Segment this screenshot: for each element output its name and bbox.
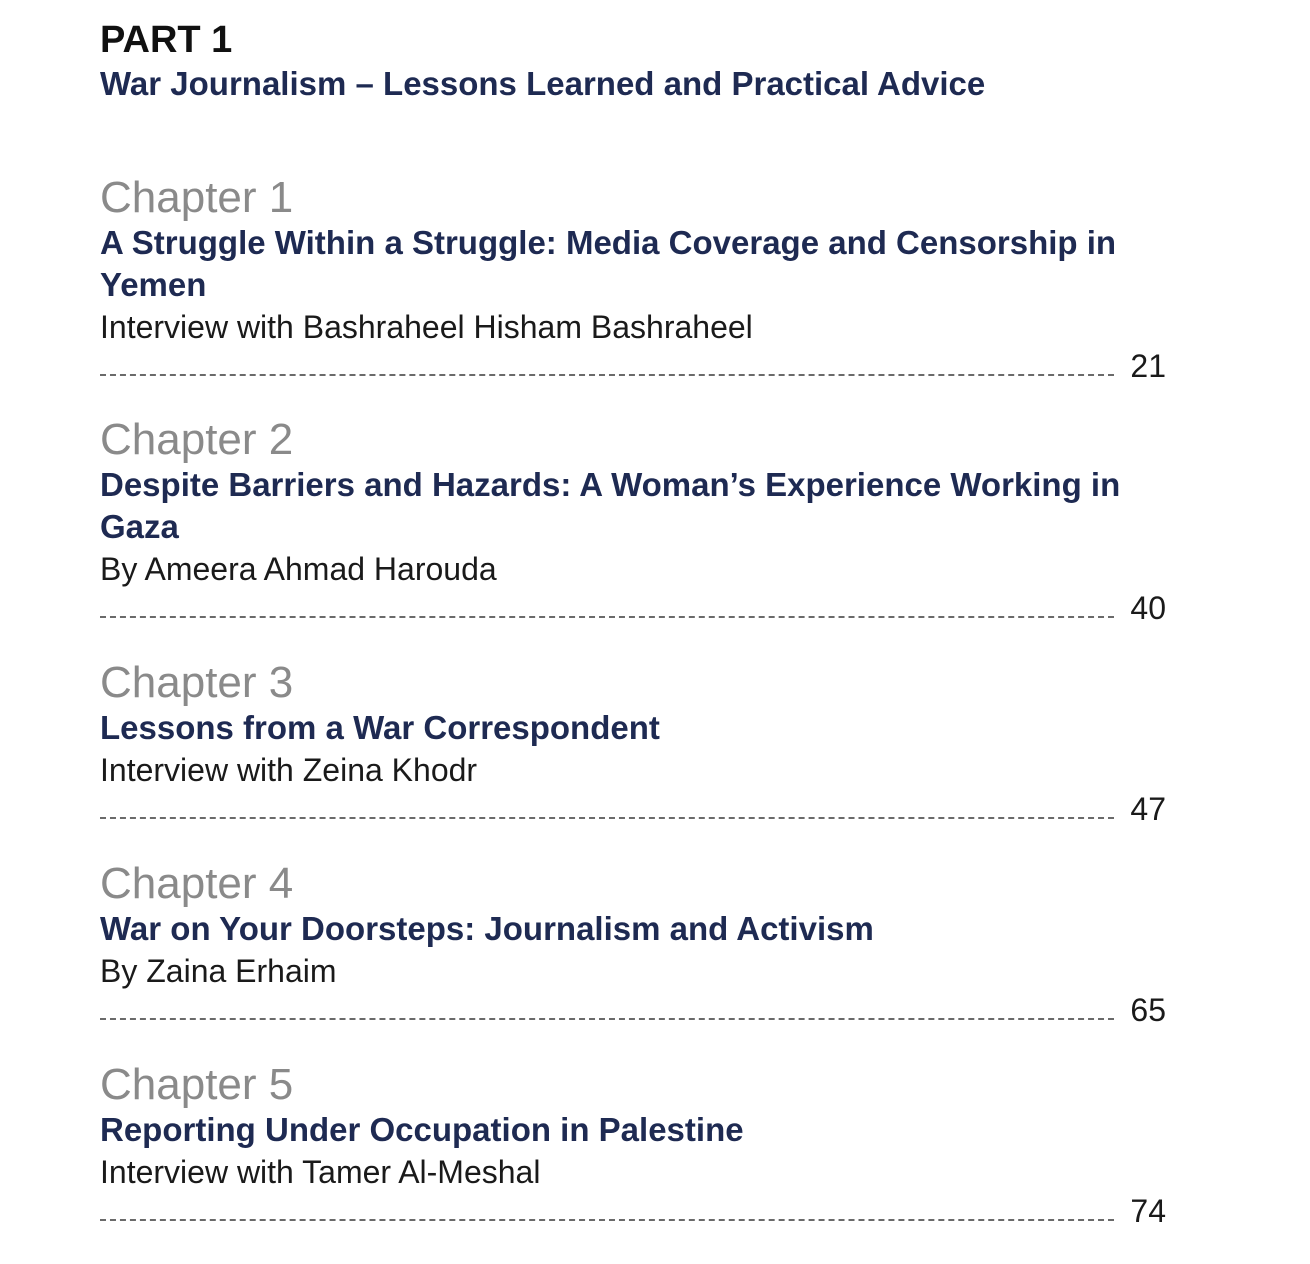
part-title: War Journalism – Lessons Learned and Practical Advice — [100, 65, 986, 102]
page-number: 65 — [1130, 992, 1166, 1028]
dotted-leader — [100, 817, 1114, 819]
chapter-label: Chapter 1 — [100, 173, 294, 222]
chapter-label: Chapter 2 — [100, 415, 294, 464]
chapter-label: Chapter 4 — [100, 859, 294, 908]
dot-leader-row — [100, 791, 1180, 827]
page-number: 74 — [1130, 1193, 1166, 1229]
toc-entry-chapter-2[interactable] — [100, 415, 1180, 626]
chapter-label: Chapter 3 — [100, 658, 294, 707]
toc-entry-chapter-1[interactable] — [100, 173, 1180, 384]
chapter-author: Interview with Tamer Al-Meshal — [100, 1154, 541, 1190]
toc-entry-chapter-4[interactable] — [100, 859, 1180, 1028]
dotted-leader — [100, 1219, 1114, 1221]
dot-leader-row — [100, 590, 1180, 626]
toc-entry-chapter-3[interactable] — [100, 658, 1180, 827]
chapter-title[interactable]: Lessons from a War Correspondent — [100, 709, 660, 746]
chapter-title[interactable]: War on Your Doorsteps: Journalism and Activism — [100, 910, 874, 947]
page-number: 47 — [1130, 791, 1166, 827]
dot-leader-row — [100, 348, 1180, 384]
page-number: 40 — [1130, 590, 1166, 626]
chapter-title[interactable]: Despite Barriers and Hazards: A Woman’s Experience Working in Gaza — [100, 466, 1121, 545]
page-number: 21 — [1130, 348, 1166, 384]
dot-leader-row — [100, 992, 1180, 1028]
dotted-leader — [100, 1018, 1114, 1020]
chapter-author: Interview with Bashraheel Hisham Bashraheel — [100, 309, 753, 345]
chapter-title[interactable]: Reporting Under Occupation in Palestine — [100, 1111, 744, 1148]
dotted-leader — [100, 616, 1114, 618]
chapter-title[interactable]: A Struggle Within a Struggle: Media Coverage and Censorship in Yemen — [100, 224, 1117, 303]
chapter-author: By Zaina Erhaim — [100, 953, 337, 989]
chapter-author: Interview with Zeina Khodr — [100, 752, 478, 788]
dot-leader-row — [100, 1193, 1180, 1229]
dotted-leader — [100, 374, 1114, 376]
chapter-label: Chapter 5 — [100, 1060, 294, 1109]
part-label: PART 1 — [100, 19, 233, 61]
toc-entry-chapter-5[interactable] — [100, 1060, 1180, 1229]
chapter-author: By Ameera Ahmad Harouda — [100, 551, 497, 587]
